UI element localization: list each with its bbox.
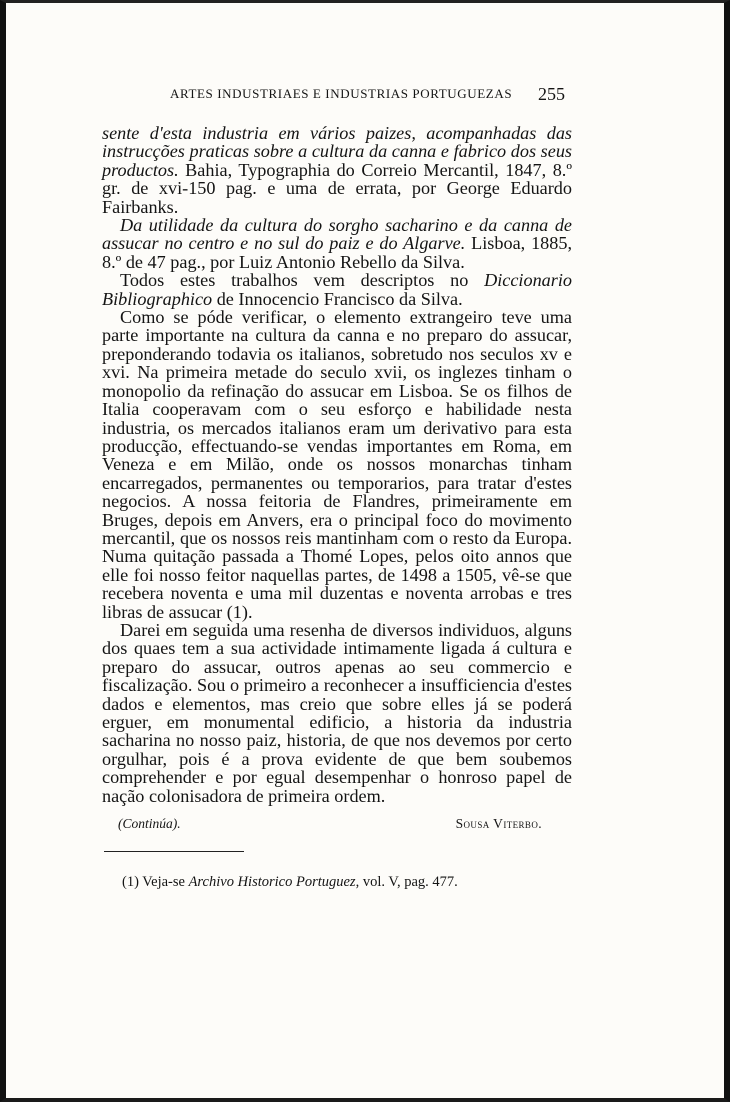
- publication-details-fairbanks: Bahia, Typographia do Correio Mercantil, 1847, 8.º gr. de xvi-150 pag. e uma de errata, por George Eduardo Fairbanks.: [102, 159, 572, 217]
- page-number: 255: [538, 84, 565, 104]
- article-body: [102, 124, 572, 805]
- author-signature: Sousa Viterbo.: [455, 816, 542, 831]
- publication-details-rebello: Lisboa, 1885, 8.º de 47 pag., por Luiz Antonio Rebello da Silva.: [102, 233, 572, 272]
- footnote-text-before: (1) Veja-se: [122, 874, 189, 890]
- footnote: [122, 874, 542, 891]
- paragraph-rebello-entry: [102, 216, 572, 271]
- continued-note: (Continúa).: [118, 816, 181, 831]
- book-title-rebello: Da utilidade da cultura do sorgho sacharino e da canna de assucar no centro e no sul do paiz e do Algarve.: [102, 215, 572, 254]
- book-title-fairbanks: sente d'esta industria em vários paizes, acompanhadas das instrucções praticas sobre a cultura da canna e fabrico dos seus productos.: [102, 123, 572, 180]
- diccionario-text-after: de Innocencio Francisco da Silva.: [212, 288, 463, 309]
- diccionario-text-before: Todos estes trabalhos vem descriptos no: [120, 270, 485, 291]
- footnote-divider: [104, 851, 244, 852]
- paragraph-diccionario: [102, 271, 572, 308]
- diccionario-title: Diccionario Bibliographico: [102, 270, 572, 309]
- running-header: [170, 86, 565, 102]
- paragraph-review-intro: Darei em seguida uma resenha de diversos individuos, alguns dos quaes tem a sua actividade intimamente ligada á cultura e preparo do assucar, outros apenas ao seu commercio e fiscalização. Sou o primeiro a reconhecer a insufficiencia d'estes dados e elementos, mas creio que sobre elles já se poderá erguer, em monumental edificio, a historia da industria sacharina no nosso paiz, historia, de que nos devemos por certo orgulhar, pois é a prova evidente de que bem soubemos comprehender e por egual desempenhar o honroso papel de nação colonisadora de primeira ordem.: [102, 619, 572, 806]
- footnote-source-title: Archivo Historico Portuguez: [188, 874, 356, 890]
- signature-row: [118, 816, 542, 832]
- paragraph-foreign-element: Como se póde verificar, o elemento extrangeiro teve uma parte importante na cultura da canna e no preparo do assucar, preponderando todavia os italianos, sobretudo nos seculos xv e xvi. Na primeira metade do seculo xvii, os inglezes tinham o monopolio da refinação do assucar em Lisboa. Se os filhos de Italia cooperavam com o seu esforço e habilidade nesta industria, os mercados italianos eram um derivativo para esta producção, effectuando-se vendas importantes em Roma, em Veneza e em Milão, onde os nossos monarchas tinham encarregados, permanentes ou temporarios, para tratar d'estes negocios. A nossa feitoria de Flandres, primeiramente em Bruges, depois em Anvers, era o principal foco do movimento mercantil, que os nossos reis mantinham com o resto da Europa. Numa quitação passada a Thomé Lopes, pelos oito annos que elle foi nosso feitor naquellas partes, de 1498 a 1505, vê-se que recebera noventa e uma mil duzentas e noventa arrobas e tres libras de assucar (1).: [102, 307, 572, 622]
- running-title: ARTES INDUSTRIAES E INDUSTRIAS PORTUGUEZAS: [170, 86, 513, 101]
- footnote-text-after: , vol. V, pag. 477.: [355, 874, 458, 890]
- paragraph-fairbanks-entry: [102, 124, 572, 216]
